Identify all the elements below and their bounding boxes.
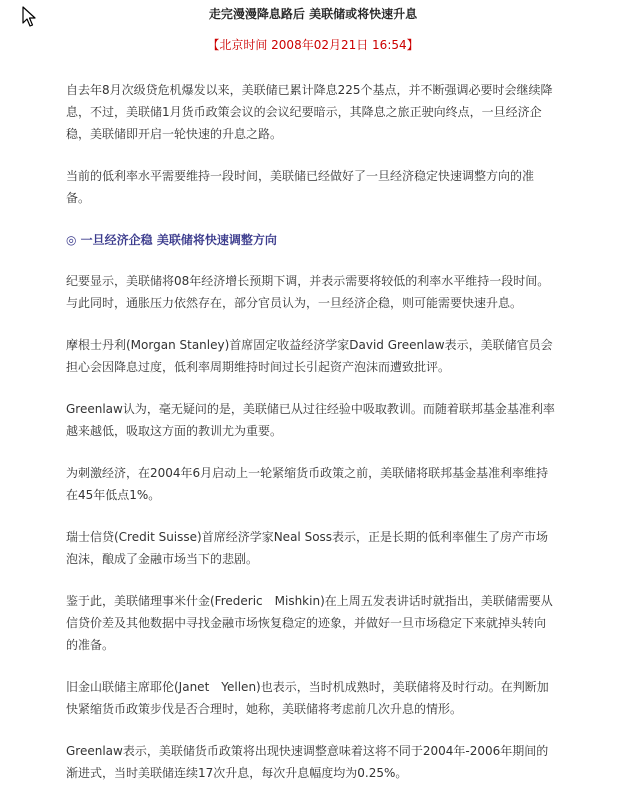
article-dateline: 【北京时间 2008年02月21日 16:54】	[207, 38, 419, 52]
article-paragraph: Greenlaw表示，美联储货币政策将出现快速调整意味着这将不同于2004年-2006年期间的渐进式，当时美联储连续17次升息，每次升息幅度均为0.25%。	[66, 744, 549, 780]
article-paragraph: 瑞士信贷(Credit Suisse)首席经济学家Neal Soss表示，正是长期的低利率催生了房产市场泡沫，酿成了金融市场当下的悲剧。	[66, 530, 549, 566]
article-paragraph: 为刺激经济，在2004年6月启动上一轮紧缩货币政策之前，美联储将联邦基金基准利率维持在45年低点1%。	[66, 466, 549, 502]
article-paragraph: 旧金山联储主席耶伦(Janet Yellen)也表示，当时机成熟时，美联储将及时行动。在判断加快紧缩货币政策步伐是否合理时，她称，美联储将考虑前几次升息的情形。	[66, 680, 549, 716]
article-body	[66, 79, 556, 804]
section-heading: ◎ 一旦经济企稳 美联储将快速调整方向	[66, 233, 277, 247]
article-paragraph: 鉴于此，美联储理事米什金(Frederic Mishkin)在上周五发表讲话时就指出，美联储需要从信贷价差及其他数据中寻找金融市场恢复稳定的迹象，并做好一旦市场稳定下来就掉头转向的准备。	[66, 594, 553, 652]
article-headline: 走完漫漫降息路后 美联储或将快速升息	[208, 7, 418, 21]
article-paragraph: 摩根士丹利(Morgan Stanley)首席固定收益经济学家David Greenlaw表示，美联储官员会担心会因降息过度，低利率周期维持时间过长引起资产泡沫而遭致批评。	[66, 338, 553, 374]
article-paragraph: 纪要显示，美联储将08年经济增长预期下调，并表示需要将较低的利率水平维持一段时间。与此同时，通胀压力依然存在，部分官员认为，一旦经济企稳，则可能需要快速升息。	[66, 274, 550, 310]
article-paragraph: 自去年8月次级贷危机爆发以来，美联储已累计降息225个基点，并不断强调必要时会继续降息，不过，美联储1月货币政策会议的会议纪要暗示，其降息之旅正驶向终点，一旦经济企稳，美联储即开启一轮快速的升息之路。	[66, 83, 553, 141]
article-paragraph: Greenlaw认为，毫无疑问的是，美联储已从过往经验中吸取教训。而随着联邦基金基准利率越来越低，吸取这方面的教训尤为重要。	[66, 402, 555, 438]
article-paragraph: 当前的低利率水平需要维持一段时间，美联储已经做好了一旦经济稳定快速调整方向的准备。	[66, 169, 535, 205]
